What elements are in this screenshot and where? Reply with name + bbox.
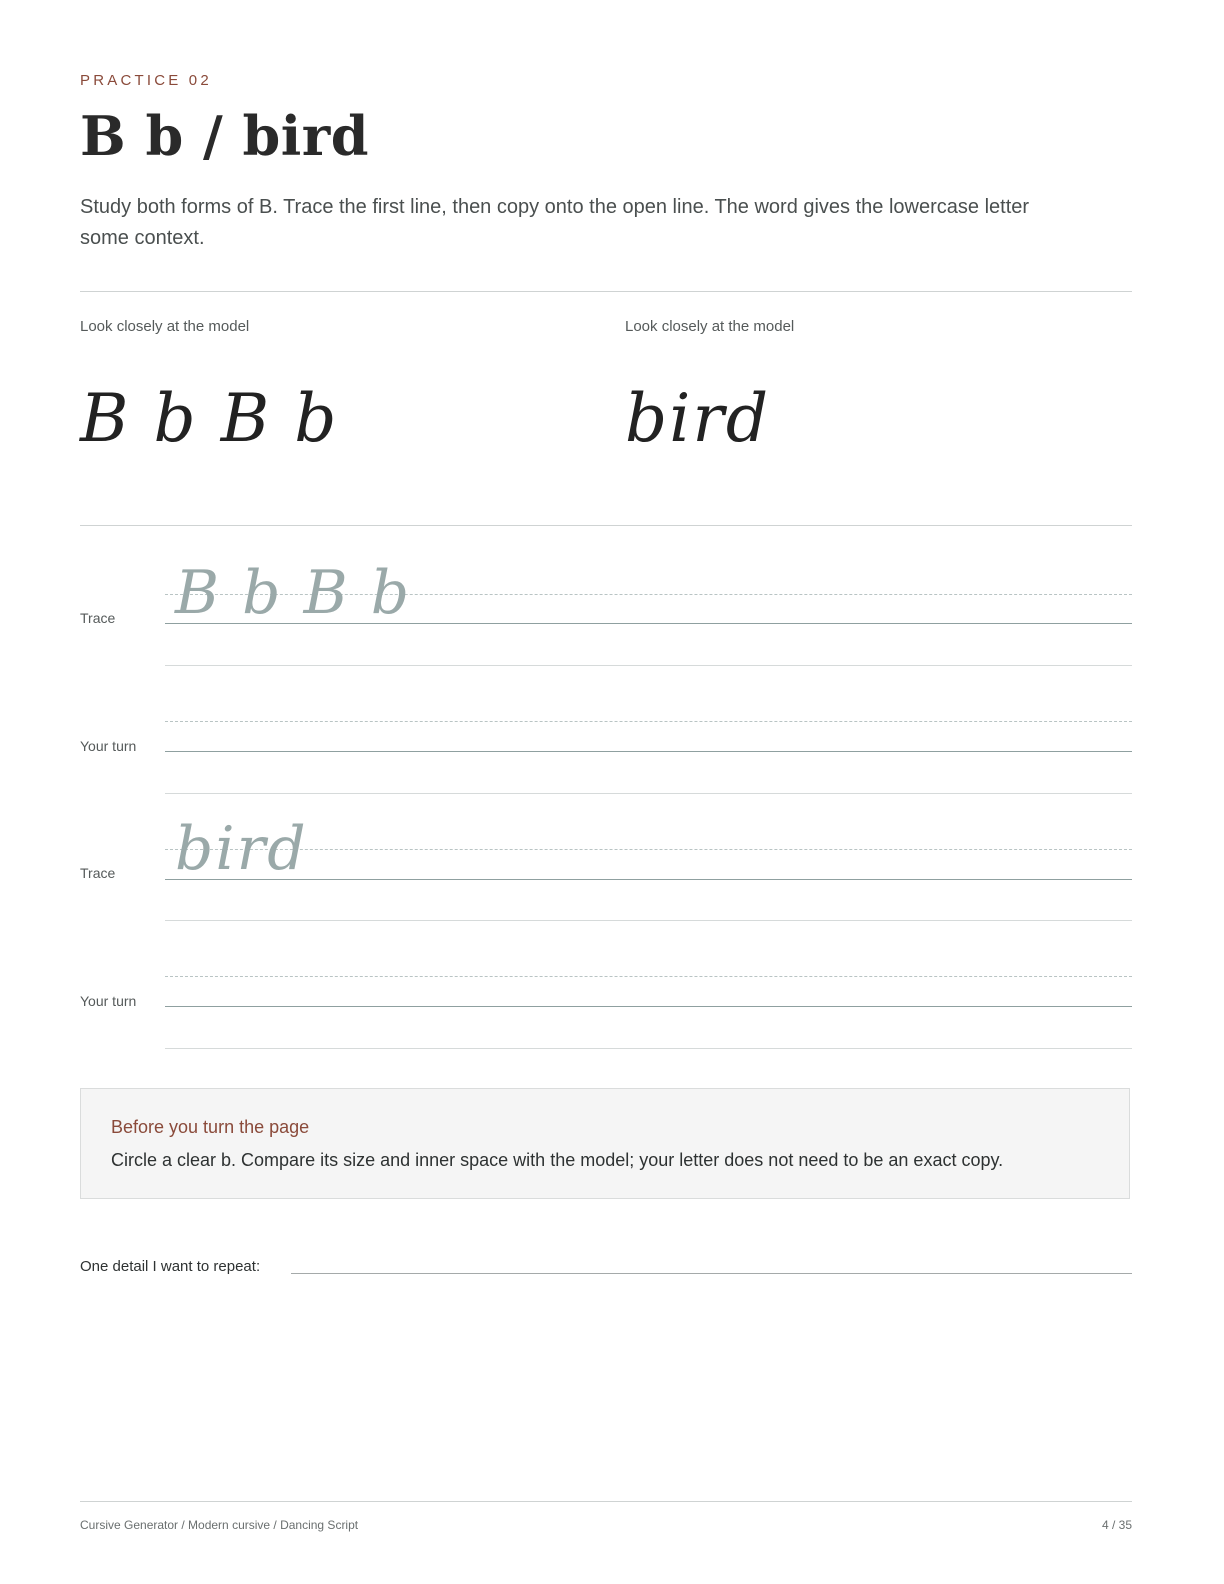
model-word: bird xyxy=(625,380,771,457)
guide-line-base[interactable] xyxy=(165,1006,1132,1007)
guide-line-bottom xyxy=(165,1048,1132,1049)
footer-divider xyxy=(80,1501,1132,1502)
intro-text: Study both forms of B. Trace the first line, then copy onto the open line. The word gives the lowercase letter some context. xyxy=(80,196,1030,249)
page-title: B b / bird xyxy=(80,104,370,168)
row-label-trace: Trace xyxy=(80,865,116,881)
reminder-body: Circle a clear b. Compare its size and inner space with the model; your letter does not need to be an exact copy. xyxy=(111,1150,1004,1170)
guide-line-bottom xyxy=(165,665,1132,666)
model-label-letters: Look closely at the model xyxy=(80,318,250,335)
page-number: 4 / 35 xyxy=(1101,1518,1132,1532)
footer-source: Cursive Generator / Modern cursive / Dancing Script xyxy=(80,1518,359,1532)
guide-line-top xyxy=(165,849,1132,850)
practice-eyebrow: PRACTICE 02 xyxy=(80,72,212,89)
row-label-trace: Trace xyxy=(80,610,116,626)
trace-word[interactable]: bird xyxy=(175,814,308,884)
guide-line-top xyxy=(165,976,1132,977)
model-letters: B b B b xyxy=(80,380,339,457)
guide-line-bottom xyxy=(165,793,1132,794)
reflection-answer-line[interactable] xyxy=(291,1273,1132,1274)
row-label-your-turn: Your turn xyxy=(80,993,137,1009)
guide-line-base[interactable] xyxy=(165,751,1132,752)
row-label-your-turn: Your turn xyxy=(80,738,137,754)
guide-line-base xyxy=(165,879,1132,880)
guide-line-top xyxy=(165,721,1132,722)
trace-letters[interactable]: B b B b xyxy=(175,558,412,628)
reminder-box xyxy=(80,1088,1130,1199)
guide-line-bottom xyxy=(165,920,1132,921)
model-label-word: Look closely at the model xyxy=(625,318,795,335)
divider xyxy=(80,291,1132,292)
divider xyxy=(80,525,1132,526)
reflection-label: One detail I want to repeat: xyxy=(80,1258,261,1275)
reminder-title: Before you turn the page xyxy=(111,1117,310,1137)
